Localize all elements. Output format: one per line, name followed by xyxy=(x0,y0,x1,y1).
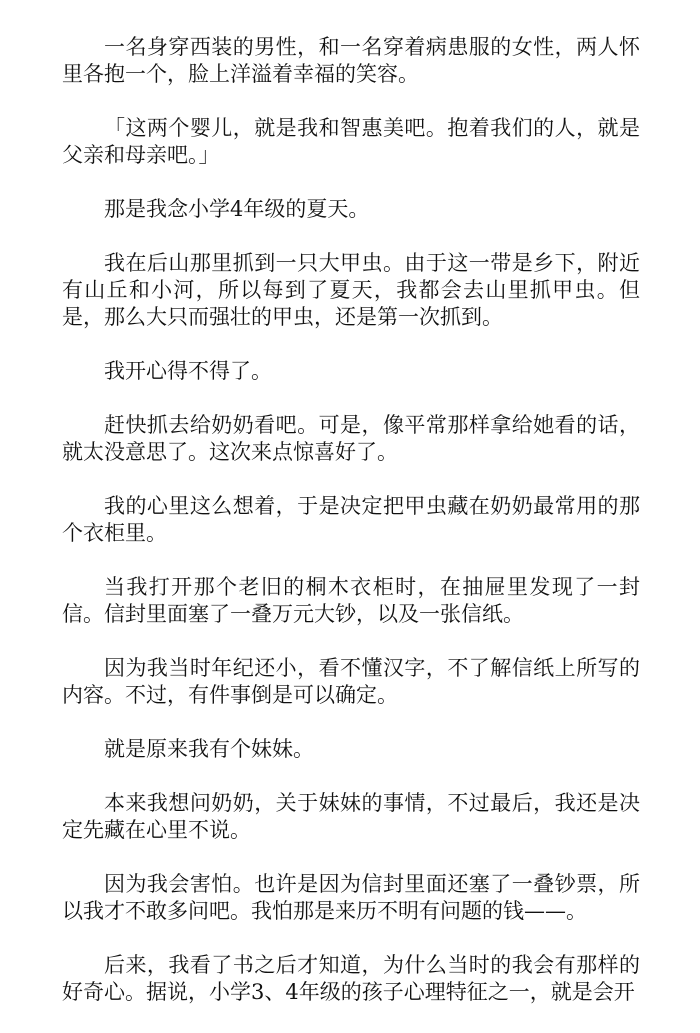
paragraph: 我在后山那里抓到一只大甲虫。由于这一带是乡下，附近有山丘和小河，所以每到了夏天，我都会去山里抓甲虫。但是，那么大只而强壮的甲虫，还是第一次抓到。 xyxy=(62,251,640,329)
paragraph: 当我打开那个老旧的桐木衣柜时，在抽屉里发现了一封信。信封里面塞了一叠万元大钞，以及一张信纸。 xyxy=(62,575,640,626)
paragraph: 后来，我看了书之后才知道，为什么当时的我会有那样的好奇心。据说，小学3、4年级的孩子心理特征之一，就是会开 xyxy=(62,953,640,1004)
paragraph: 那是我念小学4年级的夏天。 xyxy=(104,197,370,221)
document-page xyxy=(62,34,640,1033)
paragraph: 赶快抓去给奶奶看吧。可是，像平常那样拿给她看的话，就太没意思了。这次来点惊喜好了。 xyxy=(62,413,640,464)
paragraph: 我开心得不得了。 xyxy=(104,359,272,383)
paragraph: 「这两个婴儿，就是我和智惠美吧。抱着我们的人，就是父亲和母亲吧。」 xyxy=(62,116,640,167)
paragraph: 我的心里这么想着，于是决定把甲虫藏在奶奶最常用的那个衣柜里。 xyxy=(62,494,640,545)
paragraph: 就是原来我有个妹妹。 xyxy=(104,737,314,761)
paragraph: 因为我会害怕。也许是因为信封里面还塞了一叠钞票，所以我才不敢多问吧。我怕那是来历不明有问题的钱——。 xyxy=(62,872,640,923)
paragraph: 本来我想问奶奶，关于妹妹的事情，不过最后，我还是决定先藏在心里不说。 xyxy=(62,791,640,842)
paragraph: 一名身穿西装的男性，和一名穿着病患服的女性，两人怀里各抱一个，脸上洋溢着幸福的笑容。 xyxy=(62,35,640,86)
paragraph: 因为我当时年纪还小，看不懂汉字，不了解信纸上所写的内容。不过，有件事倒是可以确定。 xyxy=(62,656,640,707)
